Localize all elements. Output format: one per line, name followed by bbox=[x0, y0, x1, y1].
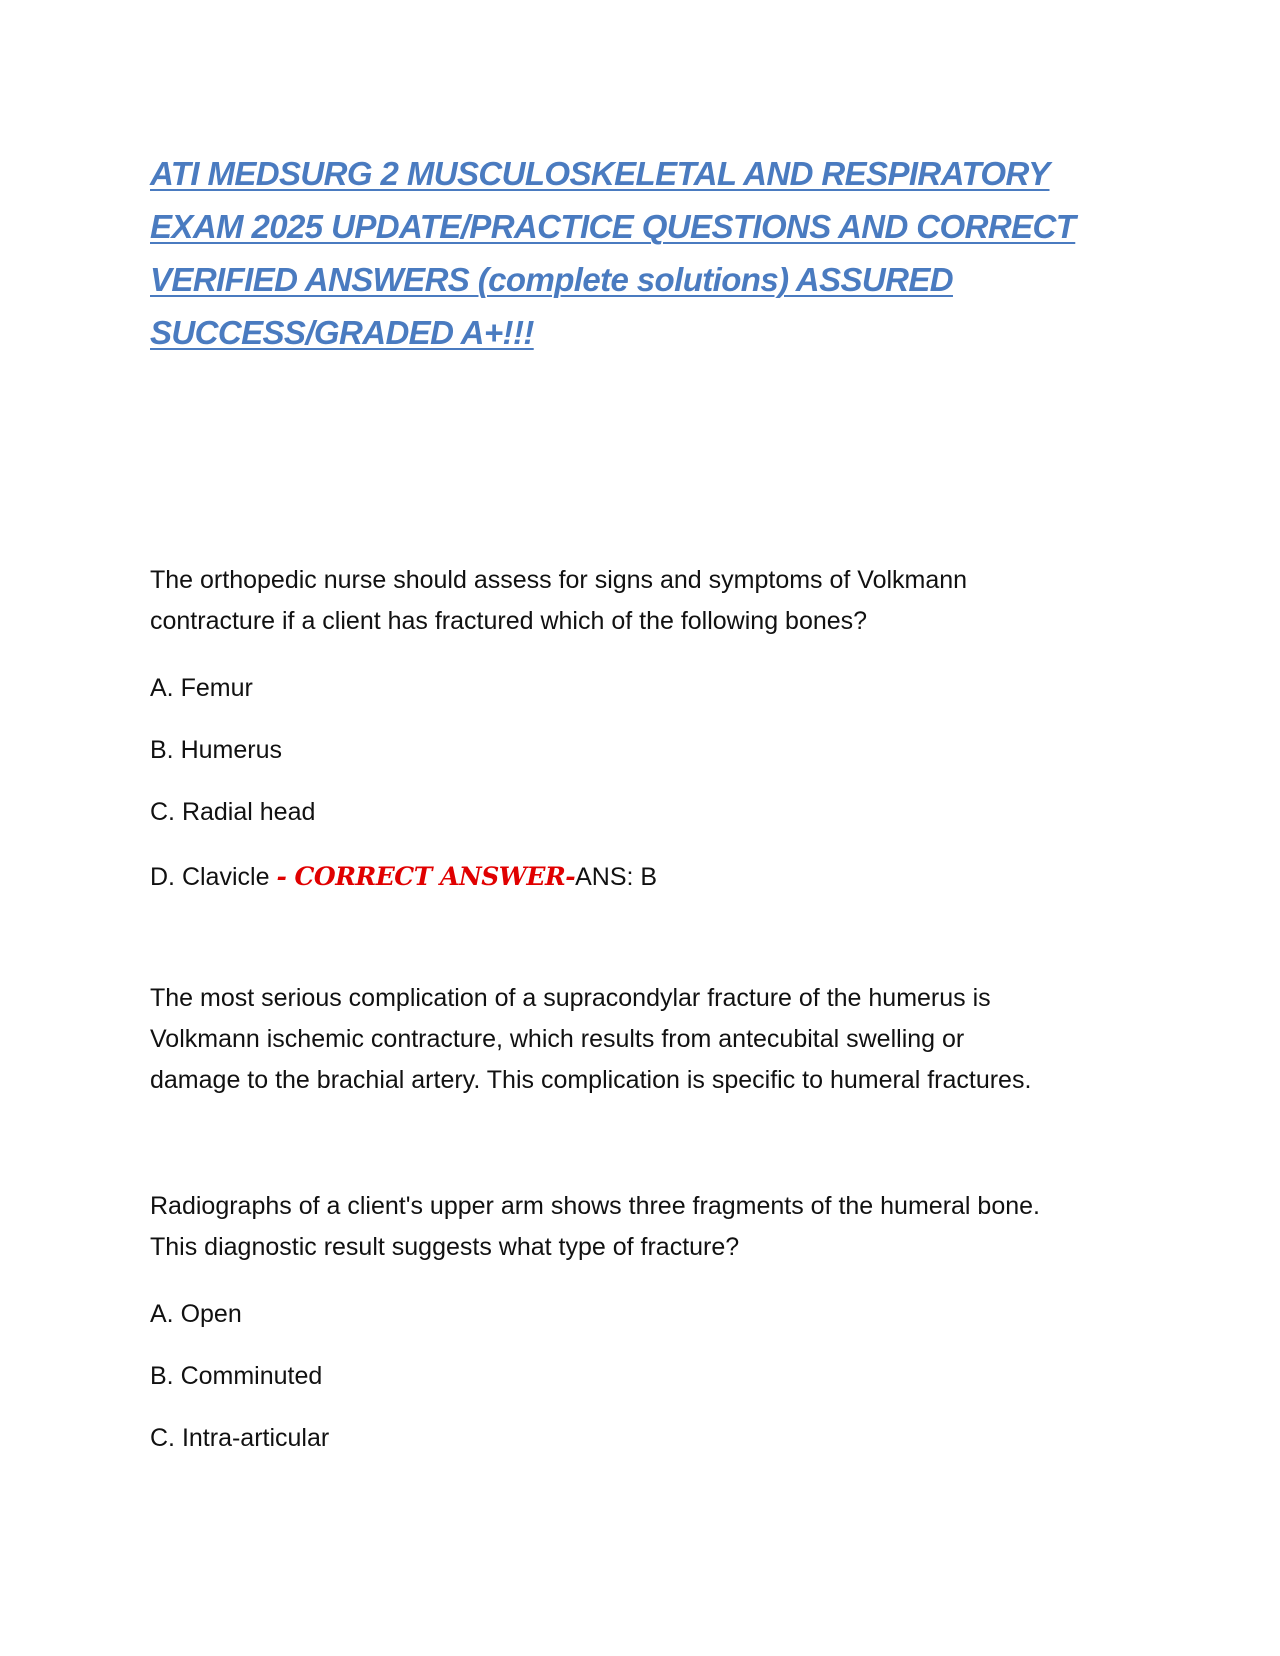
document-title: ATI MEDSURG 2 MUSCULOSKELETAL AND RESPIRATORY EXAM 2025 UPDATE/PRACTICE QUESTIONS AND CORRECT VERIFIED ANSWERS (complete solutions) ASSURED SUCCESS/GRADED A+!!! bbox=[150, 155, 1076, 351]
question-1-option-a: A. Femur bbox=[150, 674, 253, 702]
question-2-stem-line: This diagnostic result suggests what type of fracture? bbox=[150, 1233, 740, 1261]
rationale-line: Volkmann ischemic contracture, which results from antecubital swelling or bbox=[150, 1025, 965, 1053]
question-2-option-a: A. Open bbox=[150, 1300, 242, 1328]
question-1-option-d-row bbox=[150, 857, 657, 897]
question-2-option-b: B. Comminuted bbox=[150, 1362, 323, 1390]
question-1-option-d: D. Clavicle bbox=[150, 863, 270, 891]
question-1-stem-line: The orthopedic nurse should assess for signs and symptoms of Volkmann bbox=[150, 566, 968, 594]
rationale-line: damage to the brachial artery. This complication is specific to humeral fractures. bbox=[150, 1066, 1032, 1094]
rationale-line: The most serious complication of a supracondylar fracture of the humerus is bbox=[150, 984, 991, 1012]
question-1-option-c: C. Radial head bbox=[150, 798, 316, 826]
question-2-stem-line: Radiographs of a client's upper arm shows three fragments of the humeral bone. bbox=[150, 1192, 1040, 1220]
question-1-stem bbox=[150, 560, 1150, 642]
question-1-option-b: B. Humerus bbox=[150, 736, 282, 764]
correct-answer-marker: - CORRECT ANSWER- bbox=[276, 862, 576, 891]
question-2-option-c: C. Intra-articular bbox=[150, 1424, 330, 1452]
question-1-rationale bbox=[150, 978, 1150, 1101]
question-2-stem bbox=[150, 1186, 1150, 1268]
question-1-answer: ANS: B bbox=[575, 863, 658, 891]
question-1-stem-line: contracture if a client has fractured which of the following bones? bbox=[150, 607, 868, 635]
